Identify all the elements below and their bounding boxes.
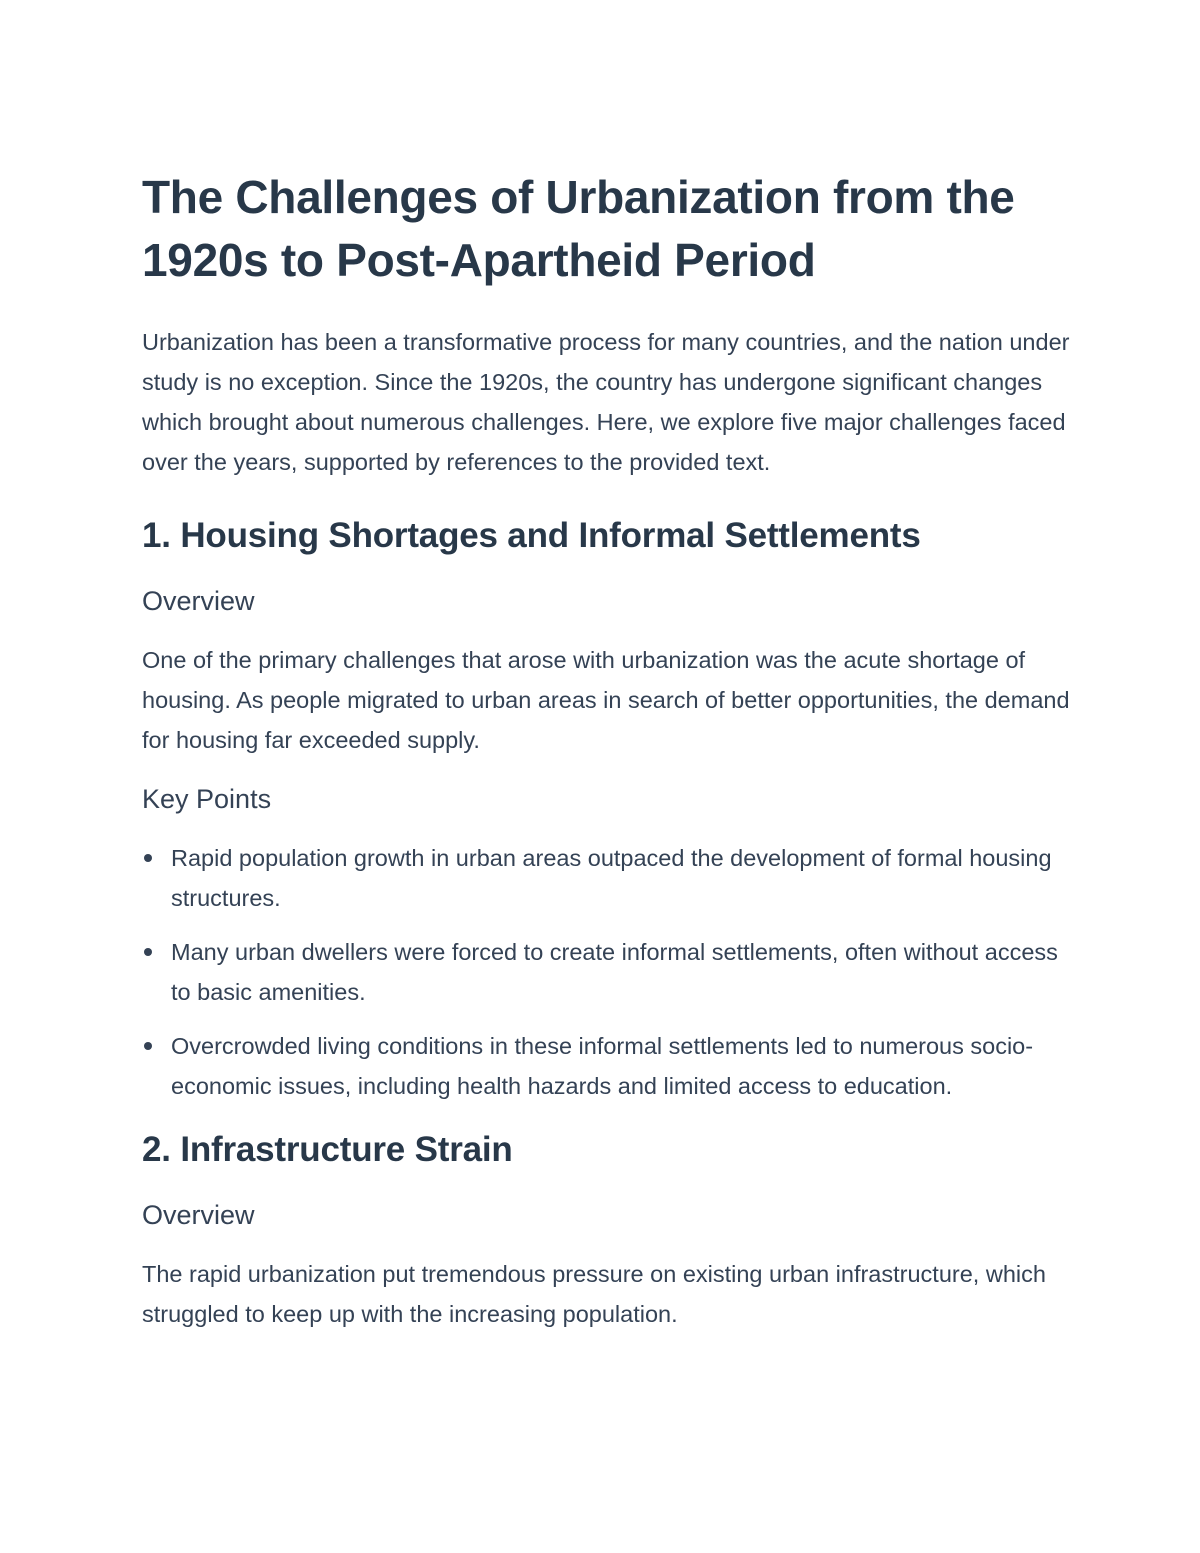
list-item: [142, 932, 1072, 1012]
section-heading: 2. Infrastructure Strain: [142, 1130, 513, 1169]
intro-paragraph: Urbanization has been a transformative process for many countries, and the nation under study is no exception. Since the 1920s, the country has undergone significant changes which brought about numerous challenges. Here, we explore five major challenges faced over the years, supported by references to the provided text.: [142, 329, 1070, 475]
section-infrastructure: [142, 1126, 1072, 1334]
list-item-text: Rapid population growth in urban areas outpaced the development of formal housing structures.: [171, 845, 1052, 911]
list-item-text: Overcrowded living conditions in these informal settlements led to numerous socio-economic issues, including health hazards and limited access to education.: [171, 1033, 1034, 1099]
key-points-list: [142, 838, 1072, 1106]
document-page: [142, 166, 1072, 1354]
list-item: [142, 838, 1072, 918]
overview-paragraph: The rapid urbanization put tremendous pressure on existing urban infrastructure, which struggled to keep up with the increasing population.: [142, 1261, 1046, 1327]
bullet-icon: [144, 854, 152, 862]
overview-paragraph: One of the primary challenges that arose with urbanization was the acute shortage of housing. As people migrated to urban areas in search of better opportunities, the demand for housing far exceeded supply.: [142, 647, 1070, 753]
bullet-icon: [144, 1042, 152, 1050]
section-housing: [142, 512, 1072, 1106]
overview-heading: Overview: [142, 1200, 255, 1230]
key-points-heading: Key Points: [142, 784, 272, 814]
overview-heading: Overview: [142, 586, 255, 616]
bullet-icon: [144, 948, 152, 956]
section-heading: 1. Housing Shortages and Informal Settlements: [142, 516, 921, 555]
document-title: The Challenges of Urbanization from the 1920s to Post-Apartheid Period: [142, 171, 1015, 286]
list-item-text: Many urban dwellers were forced to create informal settlements, often without access to basic amenities.: [171, 939, 1058, 1005]
list-item: [142, 1026, 1072, 1106]
